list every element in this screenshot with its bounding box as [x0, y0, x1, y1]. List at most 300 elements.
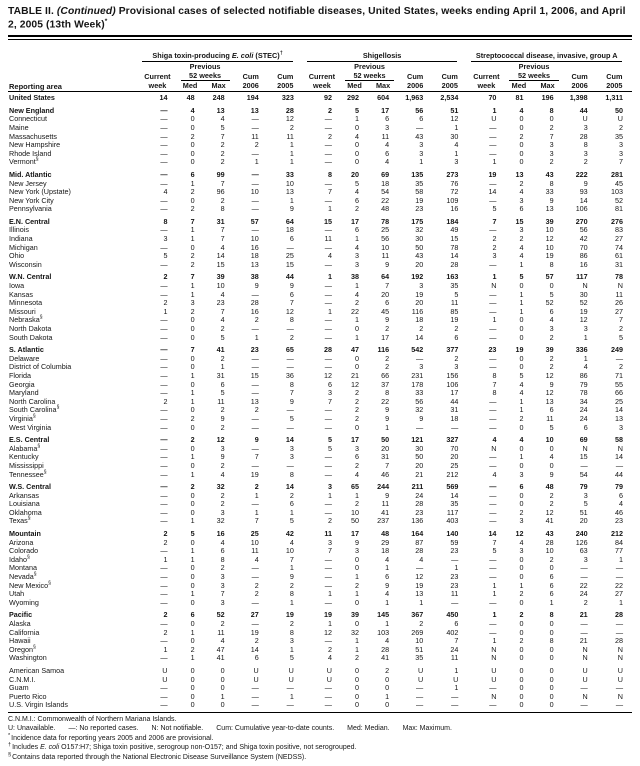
value-cell: —	[160, 490, 168, 500]
legend-item: —: No reported cases.	[68, 725, 139, 733]
reporting-area-cell: Mississippi	[9, 460, 44, 470]
table-row	[8, 355, 632, 364]
value-cell: 2	[519, 413, 524, 423]
value-cell: 3	[519, 546, 524, 556]
reporting-area-cell: United States	[9, 93, 55, 103]
value-cell: 3	[419, 148, 424, 158]
value-cell: —	[324, 452, 332, 462]
value-cell: 47	[351, 345, 360, 355]
reporting-area-cell: E.N. Central	[9, 216, 50, 226]
value-cell: 0	[190, 507, 195, 517]
value-cell: 7	[549, 131, 554, 141]
value-cell: —	[160, 332, 168, 342]
value-cell: 4	[190, 105, 195, 115]
value-cell: 2	[254, 589, 259, 599]
value-cell: —	[160, 683, 168, 693]
value-cell: 64	[285, 216, 294, 226]
value-cell: 9	[385, 259, 390, 269]
value-cell: 1	[385, 691, 390, 701]
value-cell: 2	[619, 324, 623, 334]
value-cell: 0	[549, 443, 554, 453]
value-cell: U	[582, 674, 588, 684]
value-cell: 0	[190, 499, 195, 509]
area-footnote-mark: §	[37, 443, 41, 450]
value-cell: 0	[519, 563, 524, 573]
value-cell: 28	[415, 546, 424, 556]
value-cell: 7	[385, 460, 390, 470]
value-cell: 4	[327, 251, 332, 261]
group-title-italic: E. coli	[231, 51, 254, 61]
footnote-star	[8, 734, 632, 744]
value-cell: 22	[615, 580, 623, 590]
value-cell: 44	[615, 469, 623, 479]
value-cell: N	[582, 691, 588, 701]
value-cell: 57	[545, 272, 554, 282]
value-cell: 1	[163, 554, 168, 564]
value-cell: —	[615, 460, 623, 470]
value-cell: 1	[454, 122, 459, 132]
value-cell: 0	[190, 636, 195, 646]
value-cell: U	[418, 674, 424, 684]
col-header-2005: 2005	[268, 81, 303, 92]
value-cell: —	[489, 353, 497, 363]
value-cell: 25	[250, 529, 259, 539]
value-cell: 7	[289, 298, 294, 308]
value-cell: —	[160, 345, 168, 355]
reporting-area-cell: Missouri	[9, 306, 36, 316]
value-cell: 19	[415, 195, 424, 205]
value-cell: 78	[450, 242, 459, 252]
table-row	[8, 334, 632, 343]
value-cell: 32	[415, 405, 424, 415]
reporting-area-cell: U.S. Virgin Islands	[8, 701, 138, 712]
value-cell: 20	[415, 298, 424, 308]
value-cell: 28	[415, 499, 424, 509]
value-cell: —	[324, 140, 332, 150]
value-cell: —	[489, 140, 497, 150]
value-cell: —	[160, 516, 168, 526]
value-cell: —	[489, 572, 497, 582]
area-footnote-mark: §	[56, 404, 60, 411]
reporting-area-cell: New England	[9, 105, 55, 115]
value-cell: 10	[250, 187, 259, 197]
value-cell: —	[251, 204, 259, 214]
value-cell: 86	[579, 370, 588, 380]
value-cell: 2	[163, 529, 168, 539]
value-cell: —	[489, 405, 497, 415]
table-row	[8, 509, 632, 518]
reporting-area-cell: S. Atlantic	[9, 345, 44, 355]
value-cell: 1	[163, 644, 168, 654]
value-cell: 1	[492, 610, 497, 620]
value-cell: 14	[415, 332, 424, 342]
value-cell: 51	[415, 644, 424, 654]
value-cell: 30	[450, 131, 459, 141]
value-cell: 145	[377, 610, 390, 620]
value-cell: 103	[611, 187, 623, 197]
value-cell: 7	[454, 636, 459, 646]
value-cell: 1	[492, 272, 497, 282]
table-row	[8, 517, 632, 526]
value-cell: —	[286, 362, 294, 372]
value-cell: 9	[385, 315, 390, 325]
value-cell: 74	[615, 242, 623, 252]
value-cell: 31	[216, 216, 225, 226]
value-cell: 30	[415, 443, 424, 453]
reporting-area-cell: North Dakota	[9, 324, 52, 334]
value-cell: 4	[385, 157, 390, 167]
value-cell: —	[324, 413, 332, 423]
value-cell: 23	[450, 580, 459, 590]
value-cell: 0	[190, 114, 195, 124]
value-cell: 163	[446, 272, 459, 282]
col-header-cum: Cum	[441, 72, 458, 82]
value-cell: —	[489, 195, 497, 205]
value-cell: 7	[619, 315, 623, 325]
col-header-previous: Previous	[189, 62, 221, 72]
value-cell: U	[582, 114, 588, 124]
value-cell: 327	[446, 435, 459, 445]
value-cell: 38	[250, 272, 259, 282]
value-cell: 11	[381, 499, 390, 509]
value-cell: U	[326, 665, 332, 675]
value-cell: 1	[289, 691, 294, 701]
value-cell: U	[617, 114, 623, 124]
value-cell: 19	[415, 289, 424, 299]
value-cell: 8	[289, 589, 294, 599]
value-cell: —	[234, 701, 268, 712]
value-cell: 403	[446, 516, 459, 526]
value-cell: 2	[163, 396, 168, 406]
value-cell: 0	[355, 148, 360, 158]
value-cell: 4	[419, 554, 424, 564]
table-row	[8, 637, 632, 646]
area-footnote-mark: §	[27, 554, 30, 561]
value-cell: —	[160, 636, 168, 646]
value-cell: 24	[579, 589, 588, 599]
value-cell: —	[160, 140, 168, 150]
value-cell: 2	[289, 619, 294, 629]
group-title-part: Streptococcal disease, invasive, group A	[475, 51, 618, 61]
value-cell: 4	[220, 469, 225, 479]
spacer-cell	[597, 62, 632, 71]
value-cell: N	[491, 443, 497, 453]
value-cell: N	[617, 443, 623, 453]
value-cell: U	[453, 674, 459, 684]
spacer-cell	[432, 62, 467, 71]
value-cell: 2	[220, 619, 225, 629]
value-cell: 1	[454, 563, 459, 573]
value-cell: 19	[250, 627, 259, 637]
value-cell: 2	[254, 636, 259, 646]
value-cell: —	[324, 298, 332, 308]
value-cell: —	[489, 225, 497, 235]
value-cell: 0	[549, 619, 554, 629]
reporting-area-cell: West Virginia	[9, 422, 52, 432]
reporting-area-cell: Tennessee§	[9, 469, 47, 479]
reporting-area-cell: Colorado	[9, 546, 39, 556]
value-cell: 0	[190, 405, 195, 415]
value-cell: —	[489, 499, 497, 509]
value-cell: 48	[381, 529, 390, 539]
value-cell: 46	[615, 507, 623, 517]
value-cell: 1	[327, 272, 332, 282]
value-cell: 4	[220, 114, 225, 124]
value-cell: 4	[519, 242, 524, 252]
col-header-med: Med	[341, 81, 368, 92]
value-cell: 0	[519, 353, 524, 363]
value-cell: 28	[323, 345, 332, 355]
value-cell: 15	[285, 259, 294, 269]
value-cell: 13	[250, 259, 259, 269]
value-cell: 23	[415, 204, 424, 214]
value-cell: 31	[216, 370, 225, 380]
value-cell: 24	[450, 644, 459, 654]
value-cell: 10	[545, 435, 554, 445]
value-cell: 11	[615, 289, 623, 299]
value-cell: —	[138, 701, 176, 712]
value-cell: 4	[519, 187, 524, 197]
value-cell: 3	[583, 554, 588, 564]
value-cell: —	[160, 157, 168, 167]
value-cell: 0	[519, 665, 524, 675]
value-cell: 0	[190, 683, 195, 693]
value-cell: —	[251, 169, 259, 179]
value-cell: 2	[583, 157, 588, 167]
value-cell: 7	[220, 178, 225, 188]
value-cell: 4	[220, 315, 225, 325]
table-row	[8, 381, 632, 390]
table-row	[8, 547, 632, 556]
value-cell: 19	[250, 469, 259, 479]
value-cell: 20	[579, 516, 588, 526]
value-cell: 2	[549, 499, 554, 509]
value-cell: 27	[615, 589, 623, 599]
value-cell: U	[288, 665, 294, 675]
reporting-area-cell: Nebraska§	[9, 315, 43, 325]
table-row	[8, 261, 632, 270]
value-cell: 51	[579, 507, 588, 517]
value-cell: 10	[545, 242, 554, 252]
table-row	[8, 693, 632, 702]
table-row	[8, 599, 632, 608]
value-cell: 12	[323, 627, 332, 637]
value-cell: 5	[289, 413, 294, 423]
value-cell: 2	[549, 490, 554, 500]
value-cell: 2	[190, 259, 195, 269]
value-cell: 1	[419, 157, 424, 167]
value-cell: 86	[579, 251, 588, 261]
table-title-footnote-mark: *	[104, 18, 108, 26]
value-cell: 0	[190, 572, 195, 582]
value-cell: 2	[220, 195, 225, 205]
reporting-area-cell: New Mexico§	[9, 580, 51, 590]
value-cell: 10	[285, 546, 294, 556]
value-cell: 21	[579, 610, 588, 620]
value-cell: 0	[519, 554, 524, 564]
value-cell: 1	[289, 507, 294, 517]
value-cell: 28	[615, 636, 623, 646]
value-cell: 0	[549, 665, 554, 675]
value-cell: 2	[220, 563, 225, 573]
value-cell: 4	[519, 251, 524, 261]
reporting-area-cell: Pacific	[9, 610, 33, 620]
value-cell: 83	[615, 225, 623, 235]
group-header-stec	[138, 51, 302, 62]
value-cell: 0	[549, 644, 554, 654]
value-cell: —	[160, 131, 168, 141]
value-cell: 3	[220, 572, 225, 582]
reporting-area-cell: District of Columbia	[9, 362, 72, 372]
value-cell: —	[160, 169, 168, 179]
table-row	[8, 92, 632, 103]
value-cell: 16	[450, 204, 459, 214]
value-cell: 6	[190, 610, 195, 620]
value-cell: 1	[190, 225, 195, 235]
value-cell: 117	[446, 507, 459, 517]
value-cell: 13	[515, 169, 524, 179]
reporting-area-cell: Kansas	[9, 289, 33, 299]
value-cell: 9	[254, 435, 259, 445]
col-header-52weeks: 52 weeks	[505, 71, 562, 81]
value-cell: 164	[411, 529, 424, 539]
value-cell: 0	[355, 353, 360, 363]
value-cell: 2	[254, 405, 259, 415]
value-cell: 96	[216, 187, 225, 197]
value-cell: 1	[519, 405, 524, 415]
value-cell: 6	[419, 114, 424, 124]
value-cell: 0	[519, 324, 524, 334]
value-cell: —	[324, 114, 332, 124]
value-cell: 0	[190, 619, 195, 629]
value-cell: 2	[355, 388, 360, 398]
value-cell: 0	[220, 683, 225, 693]
value-cell: 31	[450, 405, 459, 415]
value-cell: 6	[220, 379, 225, 389]
reporting-area-cell: Puerto Rico	[9, 691, 47, 701]
value-cell: 10	[216, 281, 225, 291]
value-cell: 44	[579, 105, 588, 115]
value-cell: 46	[381, 469, 390, 479]
value-cell: 55	[615, 379, 623, 389]
value-cell: 15	[323, 216, 332, 226]
value-cell: —	[489, 683, 497, 693]
value-cell: 9	[549, 379, 554, 389]
value-cell: 9	[220, 413, 225, 423]
value-cell: 10	[545, 546, 554, 556]
value-cell: 14	[488, 529, 497, 539]
value-cell: 12	[285, 114, 294, 124]
value-cell: 2	[355, 396, 360, 406]
value-cell: —	[597, 701, 632, 712]
value-cell: 12	[351, 379, 360, 389]
value-cell: 249	[611, 345, 623, 355]
spacer-cell	[563, 62, 597, 71]
table-row	[8, 188, 632, 197]
footnote-text: Includes	[12, 744, 41, 752]
value-cell: 50	[351, 516, 360, 526]
table-header	[8, 51, 632, 92]
value-cell: 2	[254, 580, 259, 590]
value-cell: 2	[289, 580, 294, 590]
value-cell: 116	[377, 345, 390, 355]
table-row	[8, 676, 632, 685]
value-cell: 15	[250, 370, 259, 380]
value-cell: 1	[519, 298, 524, 308]
value-cell: 35	[615, 131, 623, 141]
value-cell: 2	[355, 204, 360, 214]
value-cell: 1	[190, 396, 195, 406]
value-cell: —	[398, 701, 432, 712]
value-cell: 70	[450, 443, 459, 453]
area-footnote-mark: §	[27, 516, 31, 523]
value-cell: —	[160, 289, 168, 299]
value-cell: 3	[220, 580, 225, 590]
value-cell: 106	[575, 204, 588, 214]
table-row	[8, 115, 632, 124]
value-cell: 0	[519, 443, 524, 453]
value-cell: 2	[220, 140, 225, 150]
value-cell: 5	[583, 499, 588, 509]
value-cell: 0	[519, 572, 524, 582]
value-cell: 0	[519, 619, 524, 629]
value-cell: —	[489, 298, 497, 308]
value-cell: 3	[549, 148, 554, 158]
value-cell: 18	[450, 413, 459, 423]
legend-item: N: Not notifiable.	[151, 725, 204, 733]
value-cell: 0	[355, 362, 360, 372]
value-cell: 7	[220, 225, 225, 235]
col-header-max: Max	[368, 81, 398, 92]
value-cell: 32	[351, 627, 360, 637]
value-cell: 336	[575, 345, 588, 355]
value-cell: 4	[385, 140, 390, 150]
value-cell: 92	[323, 93, 332, 103]
value-cell: N	[582, 443, 588, 453]
value-cell: 16	[250, 306, 259, 316]
value-cell: 9	[254, 281, 259, 291]
value-cell: 1	[220, 691, 225, 701]
value-cell: 0	[190, 422, 195, 432]
value-cell: 1	[519, 306, 524, 316]
value-cell: 81	[515, 93, 524, 103]
value-cell: 10	[415, 636, 424, 646]
col-header-med: Med	[177, 81, 204, 92]
value-cell: 50	[415, 452, 424, 462]
value-cell: 9	[549, 469, 554, 479]
value-cell: —	[432, 701, 467, 712]
value-cell: —	[251, 114, 259, 124]
value-cell: 41	[381, 507, 390, 517]
value-cell: 25	[381, 225, 390, 235]
value-cell: 56	[579, 225, 588, 235]
table-row	[8, 573, 632, 582]
value-cell: 1	[619, 597, 623, 607]
value-cell: 1	[355, 281, 360, 291]
value-cell: 54	[381, 187, 390, 197]
value-cell: 23	[488, 345, 497, 355]
value-cell: 33	[545, 187, 554, 197]
value-cell: 6	[549, 572, 554, 582]
value-cell: 4	[385, 554, 390, 564]
value-cell: 7	[190, 272, 195, 282]
value-cell: N	[617, 653, 623, 663]
value-cell: 6	[385, 298, 390, 308]
table-row	[8, 205, 632, 214]
value-cell: 19	[323, 610, 332, 620]
value-cell: 0	[190, 580, 195, 590]
value-cell: 22	[579, 580, 588, 590]
